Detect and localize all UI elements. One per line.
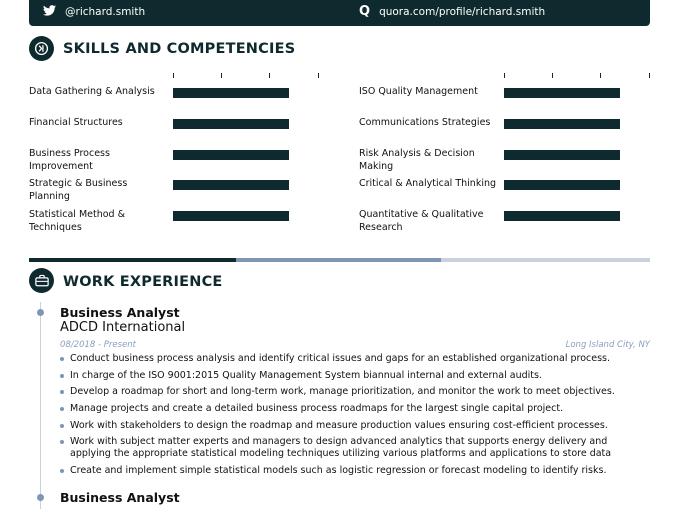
skill-label: Quantitative & Qualitative Research [359, 209, 484, 233]
skill-bar [504, 150, 620, 160]
skill-label: Risk Analysis & Decision Making [359, 148, 475, 172]
list-item [60, 353, 650, 365]
scale-tick [504, 73, 505, 78]
skill-label: Strategic & Business Planning [29, 178, 128, 202]
list-item [60, 370, 650, 382]
timeline-dot [37, 309, 44, 316]
bullet-text: Conduct business process analysis and identify critical issues and gaps for an established organizational process. [70, 353, 611, 364]
contact-bar [29, 0, 650, 26]
bullet-dot [60, 469, 64, 473]
scale-tick [221, 73, 222, 78]
twitter-icon [43, 5, 56, 19]
skill-bar [173, 150, 289, 160]
skill-bar [504, 211, 620, 221]
scale-tick [173, 73, 174, 78]
list-item [60, 420, 650, 432]
bullet-text: In charge of the ISO 9001:2015 Quality Management System biannual internal and external audits. [70, 369, 542, 381]
quora-contact[interactable] [359, 5, 545, 18]
twitter-handle: @richard.smith [65, 6, 146, 18]
scale-tick [649, 73, 650, 78]
divider-segment [29, 258, 236, 262]
list-item [60, 465, 650, 477]
job-dates: 08/2018 - Present [60, 340, 137, 350]
bullet-dot [60, 390, 64, 394]
job-location: Long Island City, NY [565, 340, 650, 350]
skill-label: Statistical Method & Techniques [29, 209, 126, 233]
skill-label: ISO Quality Management [359, 86, 478, 97]
company-name: ADCD International [60, 320, 186, 335]
divider-segment [236, 258, 441, 262]
list-item [60, 403, 650, 415]
bullet-text: Create and implement simple statistical models such as logistic regression or forecast modeling to identify risks. [70, 465, 607, 477]
quora-url: quora.com/profile/richard.smith [379, 5, 546, 18]
skills-icon [29, 36, 54, 61]
bullet-dot [60, 407, 64, 411]
quora-icon: Q [359, 4, 371, 19]
timeline-line [40, 302, 41, 509]
bullet-dot [60, 357, 64, 361]
bullet-text: Work with subject matter experts and managers to design advanced analytics that supports energy delivery and applying the appropriate statistical modeling techniques utilizing various platforms and applications to store data [70, 436, 612, 460]
skill-label: Critical & Analytical Thinking [359, 178, 497, 189]
skill-bar [173, 180, 289, 190]
timeline-dot [37, 494, 44, 501]
skill-label: Business Process Improvement [29, 148, 110, 172]
scale-tick [600, 73, 601, 78]
skill-bar [173, 88, 289, 98]
list-item [60, 386, 650, 398]
bullet-dot [60, 374, 64, 378]
work-section-title: WORK EXPERIENCE [63, 274, 223, 290]
briefcase-icon [29, 268, 54, 293]
job-bullets [60, 353, 650, 482]
scale-tick [269, 73, 270, 78]
scale-tick [552, 73, 553, 78]
bullet-dot [60, 440, 64, 444]
bullet-text: Work with stakeholders to design the roadmap and measure production values ensuring cost-efficient processes. [70, 419, 608, 431]
bullet-text: Develop a roadmap for short and long-term work, manage prioritization, and monitor the work to meet objectives. [70, 386, 615, 398]
scale-tick [318, 73, 319, 78]
skill-bar [504, 119, 620, 129]
skill-bar [173, 119, 289, 129]
skill-bar [504, 88, 620, 98]
bullet-dot [60, 424, 64, 428]
skill-label: Communications Strategies [359, 117, 491, 128]
bullet-text: Manage projects and create a detailed business process roadmaps for the largest single capital project. [70, 403, 564, 415]
skill-label: Financial Structures [29, 117, 123, 128]
skill-bar [504, 180, 620, 190]
skills-section-title: SKILLS AND COMPETENCIES [63, 41, 296, 57]
job-title: Business Analyst [60, 490, 180, 505]
job-title: Business Analyst [60, 305, 180, 320]
divider-segment [441, 258, 650, 262]
skill-label: Data Gathering & Analysis [29, 86, 155, 97]
skill-bar [173, 211, 289, 221]
twitter-contact[interactable] [43, 5, 145, 19]
list-item [60, 436, 650, 460]
